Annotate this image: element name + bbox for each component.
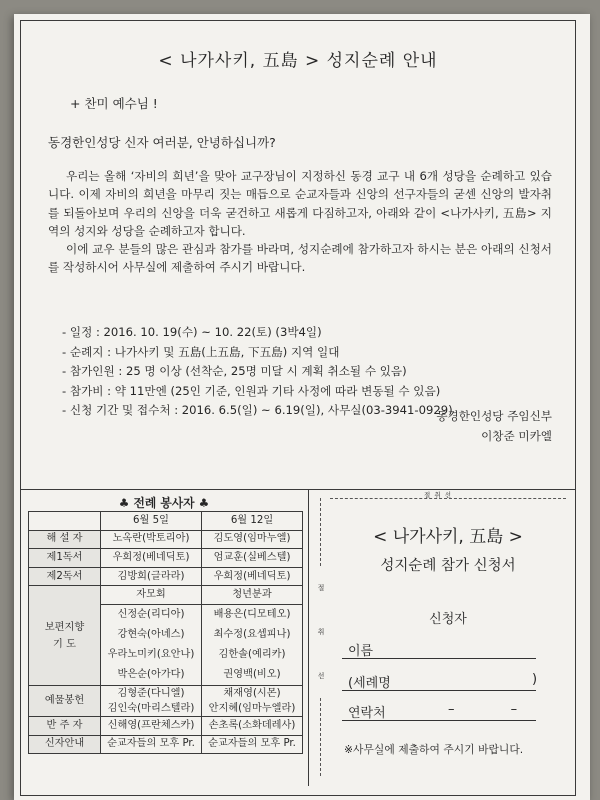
- table-cell: 김방희(글라라): [101, 567, 202, 586]
- offering-a-2: 김인숙(마리스텔라): [107, 702, 195, 714]
- prayer-b-2: 최수정(요셉피나): [213, 628, 291, 640]
- row-label: 반 주 자: [29, 716, 101, 735]
- offering-b-2: 안지혜(임마누엘라): [208, 702, 296, 714]
- table-row: [29, 735, 303, 754]
- prayer-b-3: 김한솔(예리카): [218, 648, 286, 660]
- roster-table: [28, 511, 303, 754]
- row-label: 제1독서: [29, 549, 101, 568]
- table-row: [29, 567, 303, 586]
- prayer-b-4: 권영백(비오): [223, 668, 281, 680]
- table-cell: 노옥란(박토리아): [101, 530, 202, 549]
- info-item-fee: - 참가비 : 약 11만엔 (25인 기준, 인원과 기타 사정에 따라 변동될 수 있음): [62, 383, 441, 398]
- info-item-schedule: - 일정 : 2016. 10. 19(수) ~ 10. 22(토) (3박4일): [62, 325, 322, 339]
- cut-line-label: 절 취 선: [424, 491, 452, 499]
- table-cell: [29, 512, 101, 531]
- cut-char: 절: [317, 584, 325, 592]
- column-divider: [308, 489, 309, 786]
- offering-a-1: 김형준(다니엘): [117, 687, 185, 699]
- table-row: [29, 530, 303, 549]
- submission-note: ※사무실에 제출하여 주시기 바랍니다.: [344, 743, 524, 756]
- info-item-application: - 신청 기간 및 접수처 : 2016. 6.5(일) ~ 6.19(일), 사무실(03-3941-0929): [62, 403, 453, 418]
- prayer-b-1: 배용은(디모테오): [213, 608, 291, 620]
- group-header: 자모회: [101, 586, 202, 605]
- row-label-prayer: [29, 586, 101, 686]
- row-label: 예물봉헌: [29, 685, 101, 716]
- cut-char: 선: [317, 672, 325, 680]
- baptismal-name-label: (세례명: [348, 676, 391, 691]
- offering-b-1: 채재영(시몬): [223, 687, 281, 699]
- row-label: 제2독서: [29, 567, 101, 586]
- document-title: < 나가사키, 五島 > 성지순례 안내: [158, 51, 438, 71]
- prayer-a-4: 박은순(아가다): [117, 668, 185, 680]
- applicant-heading: 신청자: [429, 612, 467, 627]
- table-cell: 신해영(프란체스카): [101, 716, 202, 735]
- prayer-label-line1: 보편지향: [44, 621, 85, 633]
- table-cell: [101, 604, 202, 685]
- paragraph-1: 우리는 올해 ‘자비의 희년’을 맞아 교구장님이 지정하신 동경 교구 내 6개 성당을 순례하고 있습니다. 이제 자비의 희년을 마무리 짓는 매듭으로 순교자들과 신앙의 선구자들의 굳센 신앙의 발자취를 되돌아보며 우리의 신앙을 더욱 굳건하고 새롭게 다짐하고자, 아래와 같이 <나가사키, 五島> 지역의 성지와 성당을 순례하고자 합니다.: [48, 169, 552, 238]
- info-item-location: - 순례지 : 나가사키 및 五島(上五島, 下五島) 지역 일대: [62, 344, 340, 359]
- signature-name: 이창준 미카엘: [481, 429, 552, 443]
- body-text: [48, 167, 552, 277]
- prayer-label-line2: 기 도: [53, 638, 76, 650]
- group-header: 청년분과: [202, 586, 303, 605]
- name-field-line[interactable]: [342, 658, 536, 659]
- salutation: 동경한인성당 신자 여러분, 안녕하십니까?: [48, 135, 276, 150]
- signature: [436, 406, 552, 446]
- contact-label: 연락처: [348, 706, 386, 721]
- baptismal-field-line[interactable]: [342, 690, 536, 691]
- table-row: [29, 716, 303, 735]
- table-cell: 우희정(베네딕토): [202, 567, 303, 586]
- cut-char: 취: [317, 628, 325, 636]
- name-label: 이름: [348, 644, 374, 659]
- table-cell: [202, 604, 303, 685]
- signature-title: 동경한인성당 주임신부: [436, 409, 552, 423]
- prayer-a-2: 강현숙(아녜스): [117, 628, 185, 640]
- table-cell: 우희정(베네딕토): [101, 549, 202, 568]
- table-row: [29, 549, 303, 568]
- column-header: 6월 5일: [101, 512, 202, 531]
- section-divider: [20, 489, 576, 490]
- table-cell: 손초록(소화데레사): [202, 716, 303, 735]
- table-row: [29, 586, 303, 605]
- table-cell: 순교자들의 모후 Pr.: [101, 735, 202, 754]
- contact-dashes: – –: [448, 702, 544, 717]
- table-row: [29, 512, 303, 531]
- row-label: 신자안내: [29, 735, 101, 754]
- contact-field-line[interactable]: [342, 720, 536, 721]
- table-cell: [101, 685, 202, 716]
- table-cell: 엄교훈(실베스텔): [202, 549, 303, 568]
- roster-title: ♣ 전례 봉사자 ♣: [118, 496, 210, 510]
- greeting: + 찬미 예수님 !: [70, 96, 158, 111]
- table-cell: 순교자들의 모후 Pr.: [202, 735, 303, 754]
- baptismal-name-close: ): [532, 672, 538, 687]
- info-item-participants: - 참가인원 : 25 명 이상 (선착순, 25명 미달 시 계획 취소될 수 있음): [62, 364, 407, 379]
- row-label: 해 설 자: [29, 530, 101, 549]
- table-cell: [202, 685, 303, 716]
- form-title: < 나가사키, 五島 >: [373, 527, 523, 547]
- paragraph-2: 이에 교우 분들의 많은 관심과 참가를 바라며, 성지순례에 참가하고자 하시는 분은 아래의 신청서를 작성하시어 사무실에 제출하여 주시기 바랍니다.: [48, 242, 552, 275]
- cut-line-horizontal: [330, 498, 566, 499]
- prayer-a-1: 신정순(리디아): [117, 608, 185, 620]
- cut-line-vertical-label: [316, 566, 326, 698]
- table-cell: 김도영(임마누엘): [202, 530, 303, 549]
- column-header: 6월 12일: [202, 512, 303, 531]
- table-row: [29, 685, 303, 716]
- form-subtitle: 성지순례 참가 신청서: [380, 558, 516, 574]
- prayer-a-3: 우라노미키(요안나): [107, 648, 195, 660]
- info-list: [62, 323, 453, 421]
